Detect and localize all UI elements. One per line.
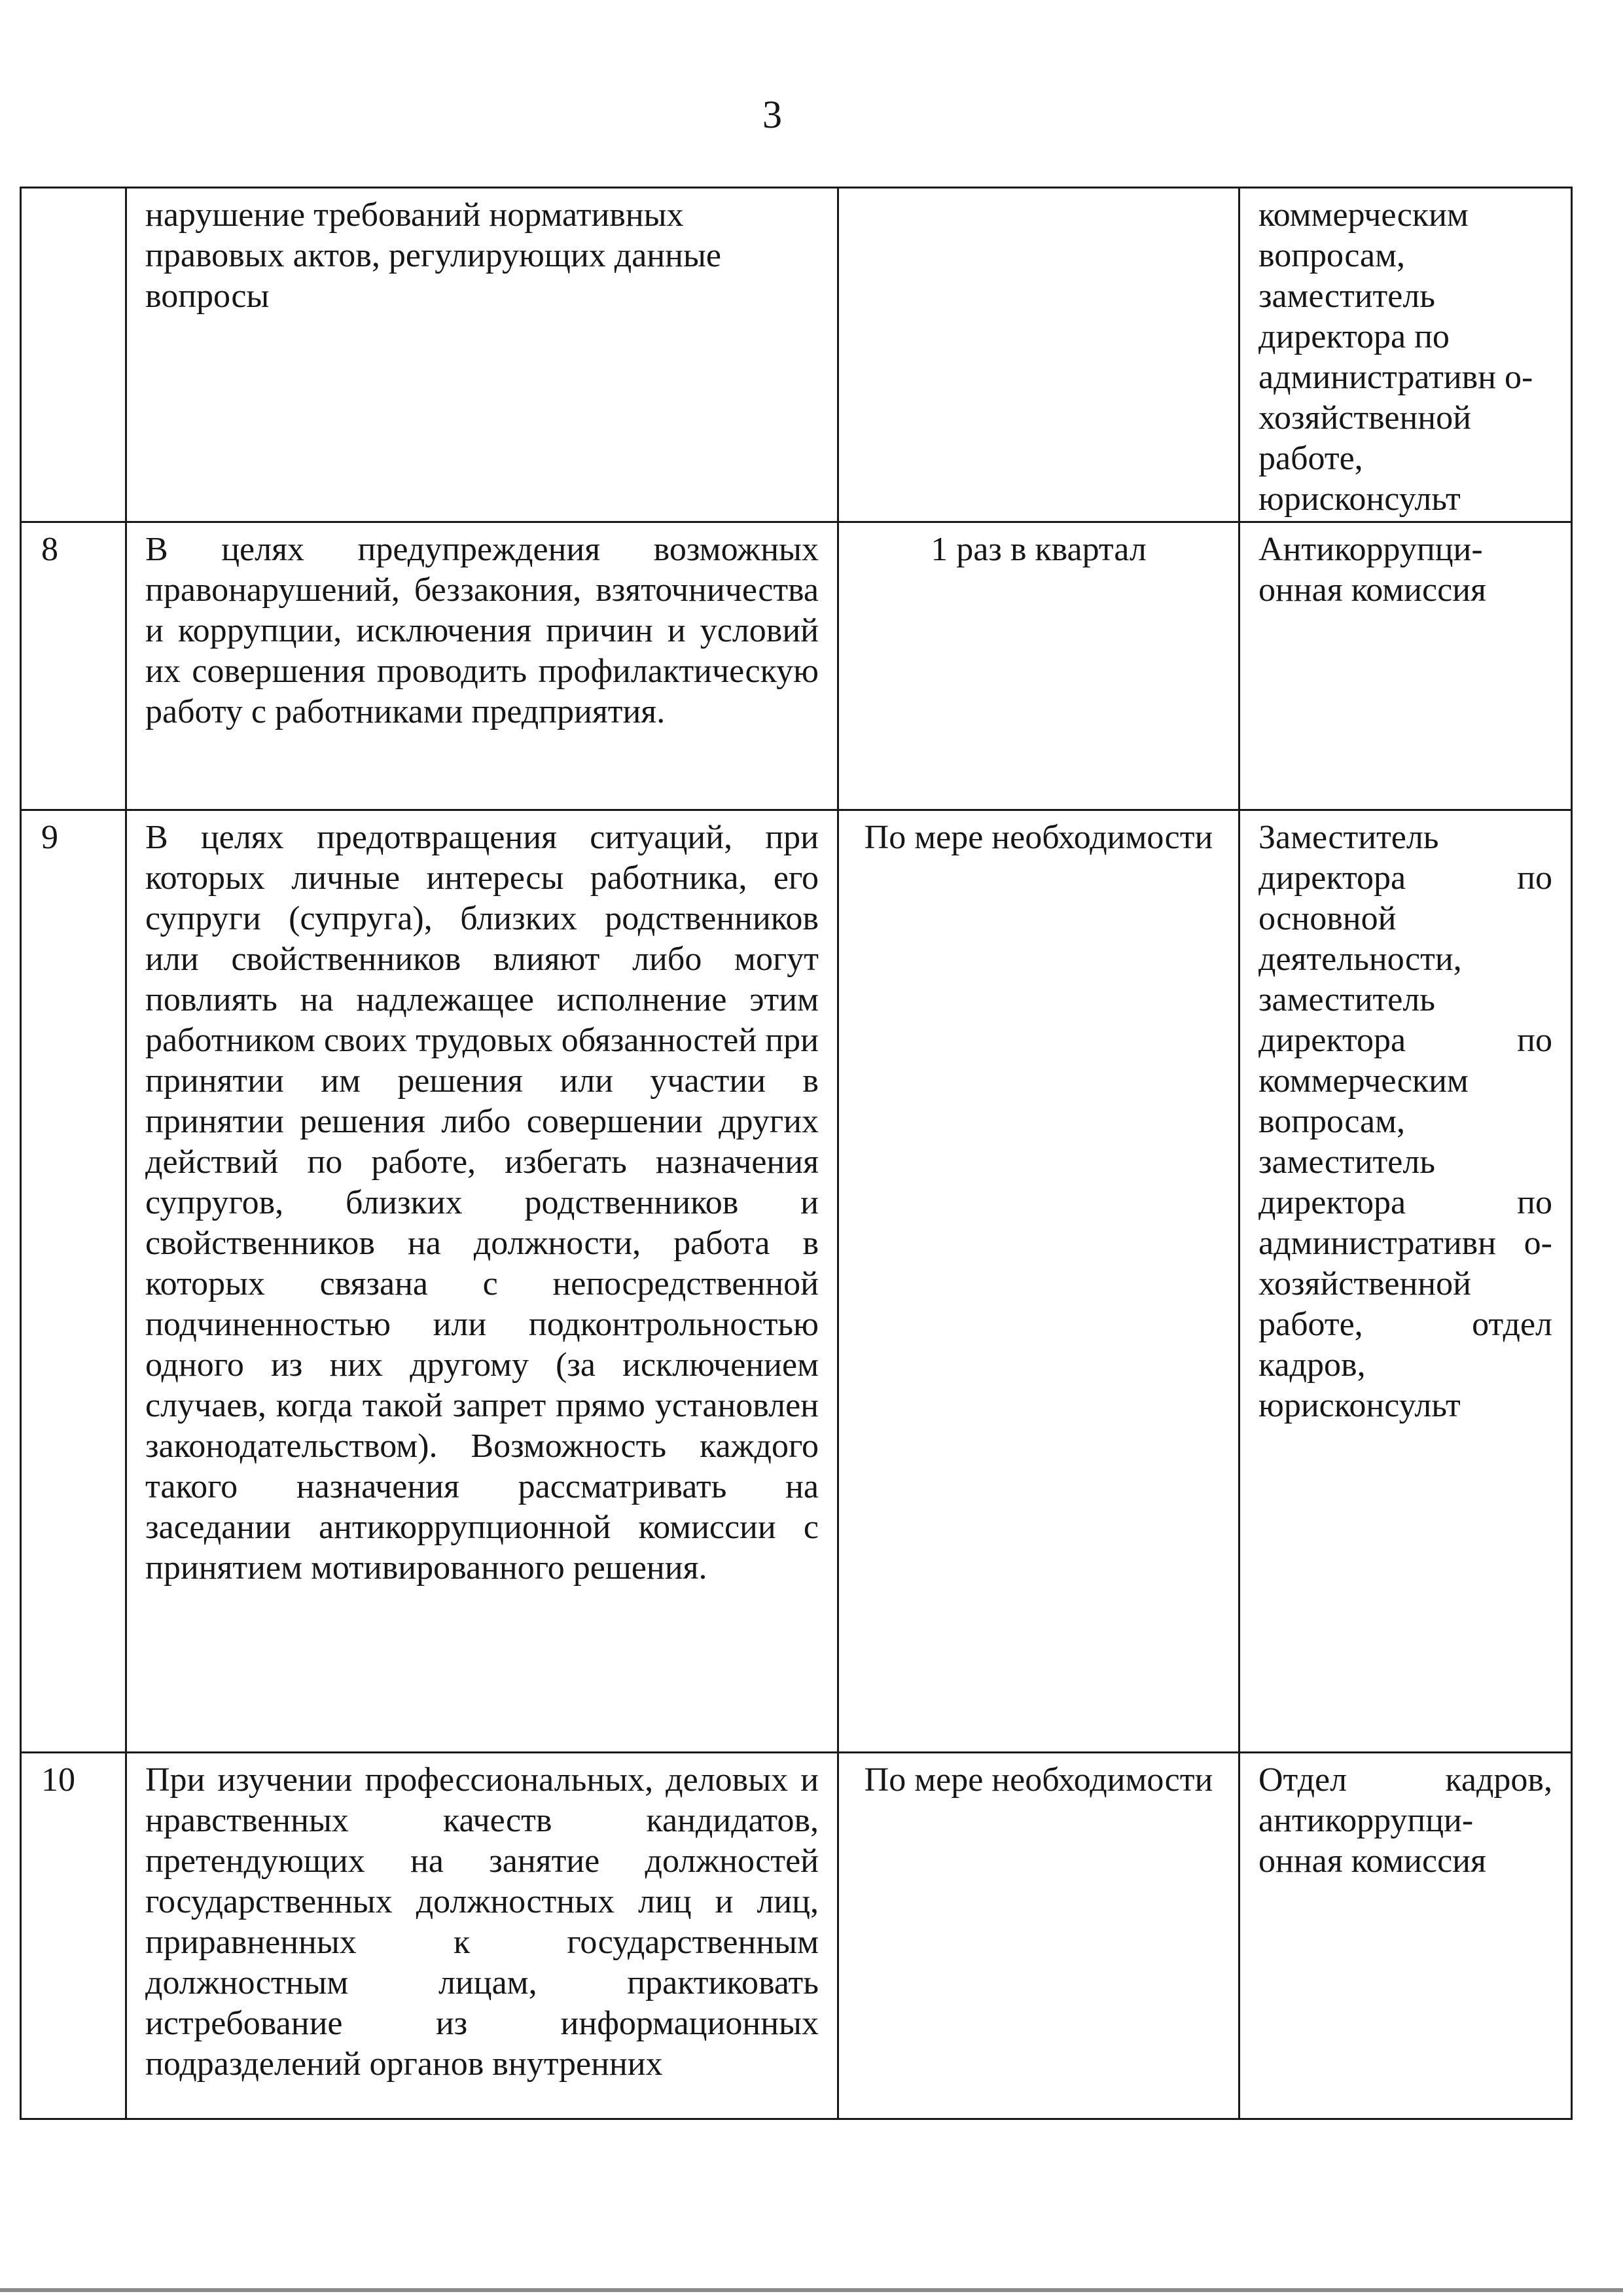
execution-term: По мере необходимости [838,810,1240,1753]
measure-description: При изучении профессиональных, деловых и нравственных качеств кандидатов, претендующих на занятие должностей государственных должностных лиц и лиц, приравненных к государственным должностным лицам, практиковать истребование из информационных подразделений органов внутренних [126,1753,838,2119]
table-row [21,810,1572,1753]
responsible-persons: Антикоррупци-онная комиссия [1240,522,1572,810]
measure-description: В целях предотвращения ситуаций, при которых личные интересы работника, его супруги (супруга), близких родственников или свойственников влияют либо могут повлиять на надлежащее исполнение этим работником своих трудовых обязанностей при принятии им решения или участии в принятии решения либо совершении других действий по работе, избегать назначения супругов, близких родственников и свойственников на должности, работа в которых связана с непосредственной подчиненностью или подконтрольностью одного из них другому (за исключением случаев, когда такой запрет прямо установлен законодательством). Возможность каждого такого назначения рассматривать на заседании антикоррупционной комиссии с принятием мотивированного решения. [126,810,838,1753]
execution-term [838,188,1240,522]
execution-term: По мере необходимости [838,1753,1240,2119]
page-number: 3 [762,93,782,136]
measures-table [20,187,1573,2120]
row-number: 9 [21,810,126,1753]
table-row [21,1753,1572,2119]
row-number: 10 [21,1753,126,2119]
measure-description: нарушение требований нормативных правовых актов, регулирующих данные вопросы [126,188,838,522]
table-row [21,188,1572,522]
scan-edge-divider [0,2288,1623,2292]
responsible-persons: Заместитель директора по основной деятельности, заместитель директора по коммерческим вопросам, заместитель директора по административн о-хозяйственной работе, отдел кадров, юрисконсульт [1240,810,1572,1753]
responsible-persons: Отдел кадров, антикоррупци-онная комиссия [1240,1753,1572,2119]
responsible-persons: коммерческим вопросам, заместитель директора по административн о-хозяйственной работе, юрисконсульт [1240,188,1572,522]
execution-term: 1 раз в квартал [838,522,1240,810]
measure-description: В целях предупреждения возможных правонарушений, беззакония, взяточничества и коррупции, исключения причин и условий их совершения проводить профилактическую работу с работниками предприятия. [126,522,838,810]
row-number [21,188,126,522]
table-row [21,522,1572,810]
row-number: 8 [21,522,126,810]
